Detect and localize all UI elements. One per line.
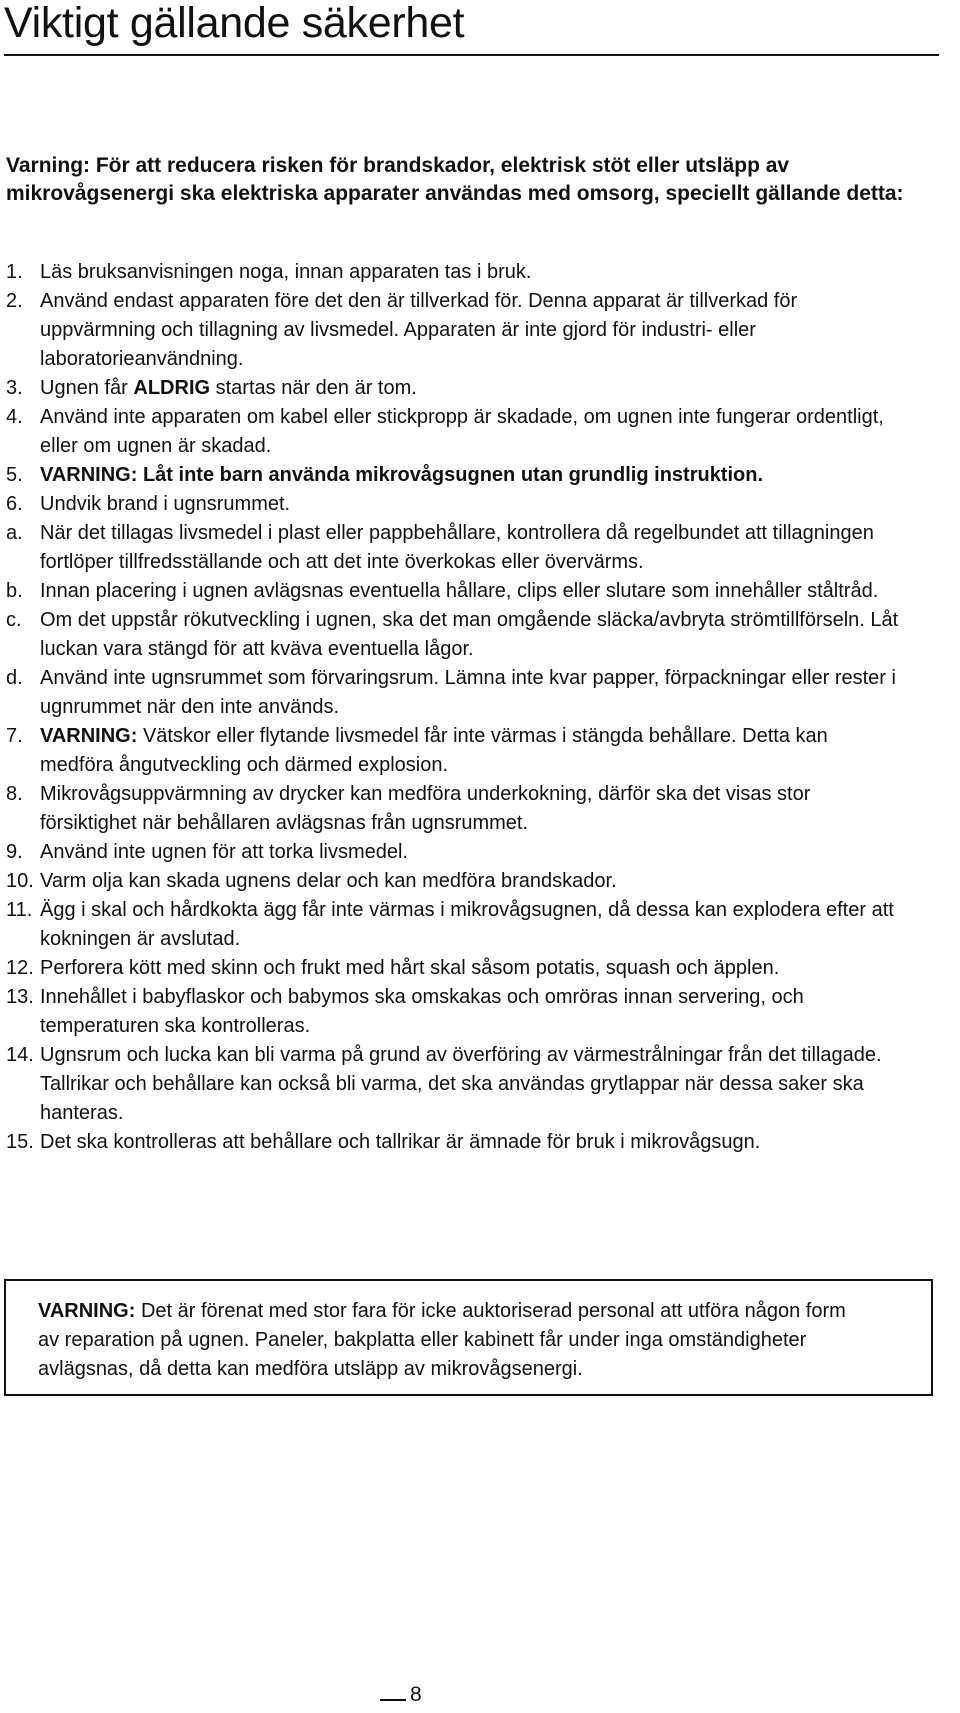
safety-list-item	[6, 577, 936, 606]
safety-list-item	[6, 403, 936, 461]
safety-list-item	[6, 954, 936, 983]
item-text	[40, 258, 900, 287]
repair-warning-body: Det är förenat med stor fara för icke auktoriserad personal att utföra någon form av reparation på ugnen. Paneler, bakplatta eller kabinett får under inga omständigheter avlägsnas, då detta kan medföra utsläpp av mikrovågsenergi.	[38, 1300, 846, 1380]
item-text	[40, 374, 900, 403]
item-text	[40, 664, 900, 722]
safety-list-item	[6, 287, 936, 374]
safety-list-item	[6, 867, 936, 896]
item-text-part: Perforera kött med skinn och frukt med hårt skal såsom potatis, squash och äpplen.	[40, 957, 780, 979]
item-text-part: Det ska kontrolleras att behållare och tallrikar är ämnade för bruk i mikrovågsugn.	[40, 1131, 761, 1153]
item-text	[40, 490, 900, 519]
item-number: 14.	[6, 1044, 34, 1066]
item-text-part: När det tillagas livsmedel i plast eller pappbehållare, kontrollera då regelbundet att tillagningen fortlöper tillfredsställande och att det inte överkokas eller övervärms.	[40, 522, 874, 573]
item-text	[40, 722, 900, 780]
item-text-part: startas när den är tom.	[210, 377, 417, 399]
item-text	[40, 838, 900, 867]
safety-list-item	[6, 722, 936, 780]
item-number: b.	[6, 580, 23, 602]
item-number: 11.	[6, 899, 33, 921]
item-text-part: Använd inte ugnsrummet som förvaringsrum. Lämna inte kvar papper, förpackningar eller rester i ugnrummet när den inte används.	[40, 667, 896, 718]
item-text-part: Varm olja kan skada ugnens delar och kan medföra brandskador.	[40, 870, 617, 892]
item-number: 10.	[6, 870, 34, 892]
safety-list-item	[6, 606, 936, 664]
item-text	[40, 1128, 900, 1157]
repair-warning-text	[38, 1297, 868, 1384]
item-text-part: Ugnsrum och lucka kan bli varma på grund av överföring av värmestrålningar från det tillagade. Tallrikar och behållare kan också bli varma, det ska användas grytlappar när dessa saker ska hanteras.	[40, 1044, 882, 1124]
item-text	[40, 954, 900, 983]
item-text-part: Mikrovågsuppvärmning av drycker kan medföra underkokning, därför ska det visas stor försiktighet när behållaren avlägsnas från ugnsrummet.	[40, 783, 811, 834]
item-text-part: Undvik brand i ugnsrummet.	[40, 493, 291, 515]
item-number: 1.	[6, 261, 23, 283]
intro-warning: Varning: För att reducera risken för brandskador, elektrisk stöt eller utsläpp av mikrovågsenergi ska elektriska apparater användas med omsorg, speciellt gällande detta:	[6, 154, 904, 205]
safety-list-item	[6, 490, 936, 519]
repair-warning-label: VARNING:	[38, 1300, 136, 1322]
item-number: d.	[6, 667, 23, 689]
repair-warning-box	[4, 1279, 933, 1396]
item-text-part: Om det uppstår rökutveckling i ugnen, ska det man omgående släcka/avbryta strömtillförseln. Låt luckan vara stängd för att kväva eventuella lågor.	[40, 609, 899, 660]
item-number: 15.	[6, 1131, 34, 1153]
item-text	[40, 577, 900, 606]
safety-list-item	[6, 258, 936, 287]
item-text-part: Använd inte apparaten om kabel eller stickpropp är skadade, om ugnen inte fungerar ordentligt, eller om ugnen är skadad.	[40, 406, 884, 457]
item-text-part: Använd inte ugnen för att torka livsmedel.	[40, 841, 408, 863]
item-text	[40, 780, 900, 838]
item-number: 9.	[6, 841, 23, 863]
item-text-part: Ugnen får	[40, 377, 134, 399]
safety-list-item	[6, 896, 936, 954]
item-number: 6.	[6, 493, 23, 515]
item-number: 12.	[6, 957, 34, 979]
item-text-part: Innehållet i babyflaskor och babymos ska omskakas och omröras innan servering, och temperaturen ska kontrolleras.	[40, 986, 804, 1037]
item-emphasis: ALDRIG	[133, 377, 211, 399]
item-text	[40, 287, 900, 374]
item-text	[40, 896, 900, 954]
item-number: 4.	[6, 406, 23, 428]
item-number: 7.	[6, 725, 23, 747]
item-text	[40, 461, 900, 490]
safety-list-item	[6, 664, 936, 722]
item-text-part: Ägg i skal och hårdkokta ägg får inte värmas i mikrovågsugnen, då dessa kan explodera efter att kokningen är avslutad.	[40, 899, 894, 950]
safety-list	[6, 258, 936, 1157]
item-number: c.	[6, 609, 22, 631]
safety-list-item	[6, 374, 936, 403]
item-text	[40, 519, 900, 577]
item-number: 5.	[6, 464, 23, 486]
item-text-part: Använd endast apparaten före det den är tillverkad för. Denna apparat är tillverkad för uppvärmning och tillagning av livsmedel. Apparaten är inte gjord för industri- eller laboratorieanvändning.	[40, 290, 798, 370]
item-text	[40, 1041, 900, 1128]
page-title: Viktigt gällande säkerhet	[4, 0, 465, 47]
item-number: 2.	[6, 290, 23, 312]
item-text-part: Innan placering i ugnen avlägsnas eventuella hållare, clips eller slutare som innehåller ståltråd.	[40, 580, 879, 602]
item-number: 3.	[6, 377, 23, 399]
item-text-part: Vätskor eller flytande livsmedel får inte värmas i stängda behållare. Detta kan medföra ångutveckling och därmed explosion.	[40, 725, 828, 776]
page-number-dash	[380, 1699, 406, 1701]
title-divider	[4, 54, 939, 56]
safety-list-item	[6, 519, 936, 577]
safety-list-item	[6, 1128, 936, 1157]
item-text	[40, 867, 900, 896]
item-text	[40, 983, 900, 1041]
item-text	[40, 606, 900, 664]
item-number: 8.	[6, 783, 23, 805]
item-text-part: Läs bruksanvisningen noga, innan apparaten tas i bruk.	[40, 261, 532, 283]
safety-list-item	[6, 838, 936, 867]
item-number: a.	[6, 522, 23, 544]
item-emphasis: VARNING:	[40, 725, 138, 747]
safety-list-item	[6, 461, 936, 490]
item-emphasis: VARNING: Låt inte barn använda mikrovågsugnen utan grundlig instruktion.	[40, 464, 764, 486]
page-number: 8	[410, 1683, 422, 1706]
safety-list-item	[6, 983, 936, 1041]
safety-list-item	[6, 1041, 936, 1128]
safety-list-item	[6, 780, 936, 838]
item-text	[40, 403, 900, 461]
item-number: 13.	[6, 986, 34, 1008]
